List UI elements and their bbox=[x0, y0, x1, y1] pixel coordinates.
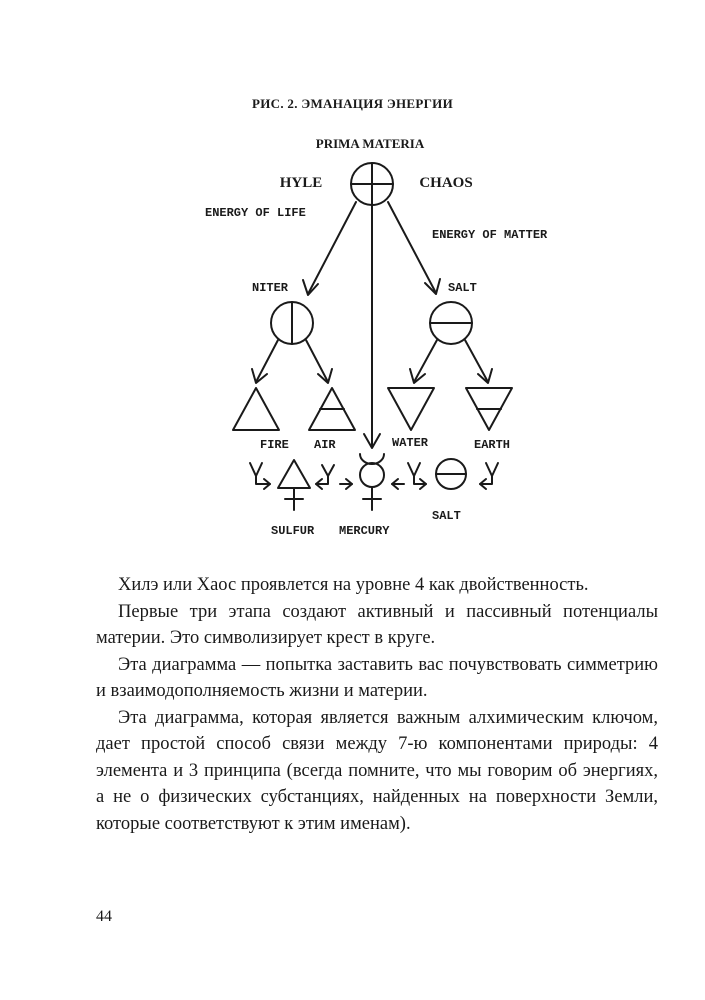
label-sulfur: SULFUR bbox=[271, 524, 315, 538]
mercury-symbol bbox=[360, 454, 384, 510]
salt-symbol-bottom bbox=[436, 459, 466, 489]
sulfur-symbol bbox=[278, 460, 310, 510]
arrows-primary bbox=[303, 202, 440, 448]
label-salt-top: SALT bbox=[448, 281, 477, 295]
salt-input-arrows bbox=[408, 463, 498, 489]
earth-symbol bbox=[466, 388, 512, 430]
niter-symbol bbox=[271, 302, 313, 344]
label-air: AIR bbox=[314, 438, 336, 452]
paragraph: Эта диаграмма, которая является важным алхимическим ключом, дает простой способ связи между 7-ю компонентами природы: 4 элемента и 3 принципа (всегда помните, что мы говорим об энергиях, а не о физических субстанциях, найденных на поверхности Земли, которые соответствуют к этим именам). bbox=[96, 707, 658, 834]
body-text bbox=[96, 572, 658, 837]
label-mercury: MERCURY bbox=[339, 524, 390, 538]
sulfur-input-arrows bbox=[250, 463, 334, 489]
figure-title: РИС. 2. ЭМАНАЦИЯ ЭНЕРГИИ bbox=[251, 96, 453, 111]
label-energy-of-life: ENERGY OF LIFE bbox=[205, 206, 306, 220]
page-number: 44 bbox=[96, 908, 112, 925]
label-niter: NITER bbox=[252, 281, 289, 295]
paragraph: Первые три этапа создают активный и пассивный потенциалы материи. Это символизирует крест в круге. bbox=[96, 601, 658, 648]
label-fire: FIRE bbox=[260, 438, 289, 452]
label-energy-of-matter: ENERGY OF MATTER bbox=[432, 228, 548, 242]
label-water: WATER bbox=[392, 436, 429, 450]
label-hyle: HYLE bbox=[279, 175, 323, 191]
salt-symbol-top bbox=[430, 302, 472, 344]
paragraph: Эта диаграмма — попытка заставить вас почувствовать симметрию и взаимодополняемость жизни и материи. bbox=[96, 654, 658, 701]
fire-symbol bbox=[233, 388, 279, 430]
label-prima-materia: PRIMA MATERIA bbox=[315, 136, 425, 151]
paragraph: Хилэ или Хаос проявлется на уровне 4 как двойственность. bbox=[118, 575, 589, 595]
label-earth: EARTH bbox=[474, 438, 511, 452]
air-symbol bbox=[309, 388, 355, 430]
prima-materia-symbol bbox=[351, 163, 393, 205]
label-salt-bottom: SALT bbox=[432, 509, 461, 523]
water-symbol bbox=[388, 388, 434, 430]
label-chaos: CHAOS bbox=[419, 175, 473, 191]
